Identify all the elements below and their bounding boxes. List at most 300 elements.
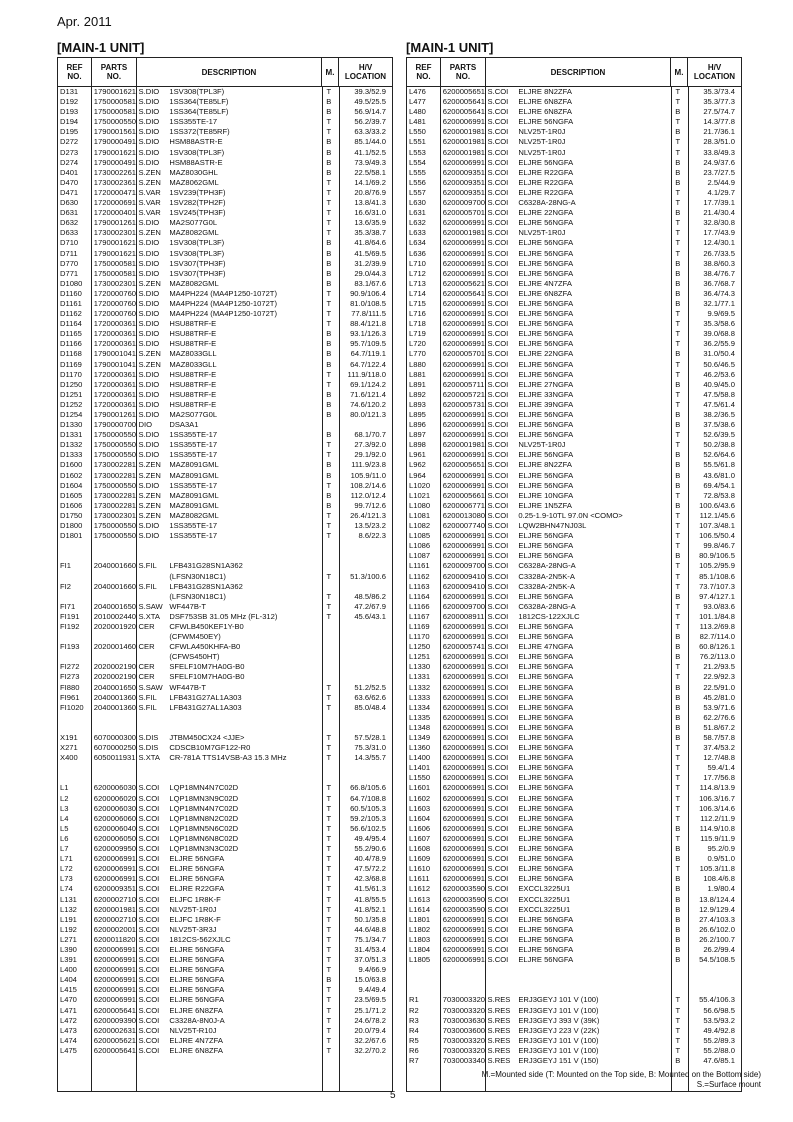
description-cell: ELJRE 56NGFA: [518, 621, 574, 631]
hv-location-cell: 60.8/126.1: [699, 642, 735, 652]
description-cell: ERJ3GEYJ 101 V (100): [518, 995, 599, 1005]
category-cell: S.COI: [487, 490, 509, 500]
table-row: [407, 743, 741, 753]
category-cell: S.DIO: [138, 410, 160, 419]
parts-no-cell: 2020002190: [93, 672, 137, 682]
hv-location-cell: 105.2/95.9: [699, 561, 735, 571]
description-cell: ELJRE 22NGFA: [518, 349, 574, 359]
mount-side-cell: T: [675, 490, 681, 500]
table-row: [58, 935, 392, 945]
description-cell: ELJRE 56NGFA: [518, 480, 574, 490]
category-cell: S.COI: [487, 87, 509, 96]
hv-location-cell: 17.7/56.8: [703, 773, 735, 783]
mount-side-cell: B: [326, 238, 332, 248]
description-cell: HSU88TRF-E: [169, 329, 217, 339]
parts-no-cell: 7030003320: [442, 1035, 486, 1045]
category-cell: S.VAR: [138, 198, 161, 208]
parts-no-cell: 6200006991: [442, 823, 486, 833]
mount-side-cell: T: [326, 965, 332, 975]
category-cell: CER: [138, 642, 155, 652]
parts-no-cell: [92, 773, 137, 783]
hv-location-cell: 41.5/61.3: [354, 884, 386, 894]
ref-no-cell: L553: [409, 147, 426, 157]
category-cell: S.COI: [487, 642, 509, 652]
description-cell: MAZ8082GML: [169, 228, 219, 238]
ref-no-cell: [58, 773, 92, 783]
hv-location-cell: 17.7/43.9: [703, 228, 735, 238]
description-cell: ELJRE 56NGFA: [518, 319, 574, 329]
parts-no-cell: 1720000471: [93, 187, 137, 197]
category-cell: S.COI: [487, 611, 509, 621]
description-cell: ELJRE 56NGFA: [518, 470, 574, 480]
hv-location-cell: 47.6/85.1: [703, 1056, 735, 1065]
hv-location-cell: 9.9/69.5: [707, 309, 735, 319]
parts-no-cell: 1720000361: [93, 369, 137, 379]
category-cell: S.COI: [138, 1045, 160, 1055]
table-row: [58, 652, 392, 662]
hv-location-cell: 29.0/44.3: [354, 268, 386, 278]
ref-no-cell: L477: [409, 97, 426, 107]
mount-side-cell: B: [326, 389, 332, 399]
ref-no-cell: D1602: [60, 470, 83, 480]
parts-no-cell: 1730002281: [93, 460, 137, 470]
parts-no-cell: 6200006991: [442, 420, 486, 430]
table-row: [58, 410, 392, 420]
hv-location-cell: 14.3/77.8: [703, 117, 735, 127]
hv-location-cell: 35.3/58.6: [703, 319, 735, 329]
hv-location-cell: 37.5/38.6: [703, 420, 735, 430]
mount-side-cell: T: [326, 743, 332, 753]
ref-no-cell: D1168: [60, 349, 82, 359]
hv-location-cell: 31.2/39.9: [354, 258, 386, 268]
ref-no-cell: L554: [409, 157, 426, 167]
description-cell: LQP18MN5N6C02D: [169, 823, 239, 833]
ref-no-cell: L471: [60, 1005, 77, 1015]
category-cell: S.COI: [138, 924, 160, 934]
ref-no-cell: L470: [60, 995, 77, 1005]
category-cell: S.COI: [487, 298, 509, 308]
category-cell: S.DIO: [138, 450, 160, 460]
mount-side-cell: B: [675, 944, 681, 954]
hv-location-cell: 51.2/52.5: [354, 682, 386, 692]
mount-side-cell: T: [326, 924, 332, 934]
category-cell: S.COI: [138, 783, 160, 793]
category-cell: [137, 723, 168, 733]
ref-no-cell: D632: [60, 218, 79, 228]
category-cell: S.COI: [487, 581, 509, 591]
mount-side-cell: B: [675, 955, 681, 965]
table-row: [407, 683, 741, 693]
hv-location-cell: 71.6/121.4: [350, 389, 386, 399]
mount-side-cell: T: [675, 531, 681, 541]
mount-side-cell: B: [675, 480, 681, 490]
ref-no-cell: L961: [409, 450, 426, 460]
parts-no-cell: 6200005651: [442, 460, 486, 470]
mount-side-cell: B: [675, 349, 681, 359]
table-row: [58, 178, 392, 188]
mount-side-cell: B: [326, 167, 332, 177]
mount-side-cell: B: [326, 329, 332, 339]
mount-side-cell: T: [675, 1035, 681, 1045]
parts-no-cell: [441, 985, 486, 995]
mount-side-cell: T: [675, 621, 681, 631]
ref-no-cell: FI961: [60, 692, 80, 702]
description-cell: EXCCL3225U1: [518, 884, 571, 894]
parts-no-cell: 6200006991: [93, 995, 137, 1005]
description-cell: ELJRE 56NGFA: [169, 965, 225, 975]
parts-no-cell: 1750000550: [93, 430, 137, 440]
hv-location-cell: 32.2/70.2: [354, 1045, 386, 1055]
table-row: [407, 854, 741, 864]
hv-location-cell: 13.8/41.3: [354, 198, 386, 208]
mount-side-cell: T: [675, 1045, 681, 1055]
description-cell: ELJRE 56NGFA: [518, 783, 574, 793]
mount-side-cell: T: [326, 733, 332, 742]
description-cell: 1SV308(TPL3F): [169, 238, 225, 248]
table-row: [58, 491, 392, 501]
description-cell: ELJRE 56NGFA: [518, 551, 574, 561]
ref-no-cell: X271: [60, 743, 78, 753]
description-cell: [516, 975, 669, 985]
mount-side-cell: T: [326, 379, 332, 389]
mount-side-cell: T: [326, 1045, 332, 1055]
category-cell: CER: [138, 662, 155, 672]
category-cell: S.ZEN: [138, 470, 161, 480]
description-cell: ELJRE 56NGFA: [518, 934, 574, 944]
table-row: [407, 360, 741, 370]
hv-location-cell: 63.3/33.2: [354, 127, 386, 137]
category-cell: S.COI: [487, 399, 509, 409]
description-cell: ELJRE 56NGFA: [518, 309, 574, 319]
ref-no-cell: [58, 551, 92, 561]
description-cell: (CFWS450HT): [169, 652, 220, 662]
ref-no-cell: L1349: [409, 733, 431, 742]
description-cell: ELJRE 56NGFA: [518, 329, 574, 339]
document-date: Apr. 2011: [57, 14, 112, 29]
ref-no-cell: D1251: [60, 389, 83, 399]
mount-side-cell: T: [326, 187, 332, 197]
ref-no-cell: [58, 763, 92, 773]
mount-side-cell: T: [675, 773, 681, 783]
category-cell: S.COI: [487, 117, 509, 127]
description-cell: ELJRE R22GFA: [518, 167, 574, 177]
ref-no-cell: R4: [409, 1025, 419, 1035]
ref-no-cell: L1167: [409, 611, 430, 621]
parts-no-cell: 6200007740: [442, 521, 486, 531]
parts-no-cell: 6200006991: [442, 369, 486, 379]
ref-no-cell: [58, 572, 92, 582]
description-cell: [167, 541, 320, 551]
parts-no-cell: 6200006040: [93, 823, 137, 833]
table-row: [407, 269, 741, 279]
description-cell: ELJRE 56NGFA: [518, 410, 574, 419]
parts-no-cell: 1720000361: [93, 389, 137, 399]
table-row: [407, 864, 741, 874]
hv-location-cell: 17.7/39.1: [703, 198, 735, 208]
ref-no-cell: L710: [409, 258, 426, 268]
category-cell: S.COI: [138, 894, 160, 904]
table-row: [58, 592, 392, 602]
ref-no-cell: L1603: [409, 803, 431, 813]
mount-side-cell: B: [675, 854, 681, 864]
mount-side-cell: T: [326, 844, 332, 854]
parts-no-cell: [92, 652, 137, 662]
mount-side-cell: B: [326, 500, 332, 510]
category-cell: S.COI: [487, 248, 509, 258]
mount-side-cell: B: [675, 702, 681, 712]
ref-no-cell: L891: [409, 379, 426, 389]
hv-location-cell: 50.2/38.8: [703, 440, 735, 450]
right-unit-title: [MAIN-1 UNIT]: [406, 40, 494, 55]
parts-no-cell: 6200013080: [442, 510, 486, 520]
parts-no-cell: 6200006020: [93, 793, 137, 803]
description-cell: CFWLB450KEF1Y-B0: [169, 621, 244, 631]
table-row: [58, 1046, 392, 1056]
mount-side-cell: T: [326, 995, 332, 1005]
mount-side-cell: B: [675, 460, 681, 470]
table-row: [407, 87, 741, 97]
mount-side-cell: T: [326, 884, 332, 894]
table-row: [58, 713, 392, 723]
mount-side-cell: T: [326, 793, 332, 803]
mount-side-cell: B: [675, 722, 681, 732]
mount-side-cell: T: [675, 510, 681, 520]
description-cell: NLV25T-1R0J: [518, 127, 566, 137]
table-row: [58, 925, 392, 935]
table-row: [58, 299, 392, 309]
table-row: [58, 834, 392, 844]
mount-side-cell: T: [675, 763, 681, 773]
parts-no-cell: 1790001261: [93, 218, 137, 228]
description-cell: ELJRE 56NGFA: [169, 975, 225, 985]
hv-location-cell: 21.7/36.1: [703, 127, 735, 137]
table-row: [407, 844, 741, 854]
table-header: [407, 58, 741, 87]
table-row: [58, 1016, 392, 1026]
description-cell: ELJRE 56NGFA: [518, 753, 574, 763]
ref-no-cell: [58, 541, 92, 551]
mount-side-cell: T: [326, 127, 332, 137]
mount-side-cell: B: [675, 268, 681, 278]
hv-location-cell: 114.8/13.9: [699, 783, 735, 793]
category-cell: S.DIO: [138, 288, 160, 298]
parts-no-cell: 6070000300: [93, 733, 137, 742]
category-cell: S.VAR: [138, 187, 161, 197]
hv-location-cell: 26.6/102.0: [699, 924, 735, 934]
category-cell: S.COI: [487, 833, 509, 843]
description-cell: ELJRE 56NGFA: [518, 803, 574, 813]
table-row: [58, 945, 392, 955]
parts-no-cell: 6200001981: [93, 904, 137, 914]
category-cell: S.COI: [487, 440, 509, 450]
hv-location-cell: 64.7/108.8: [350, 793, 386, 803]
ref-no-cell: L71: [60, 854, 73, 864]
ref-no-cell: L1020: [409, 480, 431, 490]
ref-no-cell: [58, 592, 92, 602]
hv-location-cell: 50.6/46.5: [703, 359, 735, 369]
parts-no-cell: 7030003630: [442, 1015, 486, 1025]
category-cell: [137, 763, 168, 773]
mount-side-cell: B: [326, 157, 332, 167]
parts-no-cell: [92, 763, 137, 773]
table-row: [58, 380, 392, 390]
parts-no-cell: 6200006060: [93, 813, 137, 823]
table-row: [407, 814, 741, 824]
description-cell: LQP18MN4N7C02D: [169, 803, 239, 813]
category-cell: [137, 652, 168, 662]
hv-location-cell: 47.5/58.8: [703, 389, 735, 399]
mount-side-cell: B: [675, 410, 681, 419]
col-m-header: M.: [671, 58, 688, 86]
ref-no-cell: L1803: [409, 934, 431, 944]
mount-side-cell: B: [675, 894, 681, 904]
ref-no-cell: D193: [60, 107, 79, 117]
parts-no-cell: 6070000250: [93, 743, 137, 753]
table-row: [407, 561, 741, 571]
hv-location-cell: 74.6/120.2: [350, 399, 386, 409]
mount-side-cell: T: [326, 864, 332, 874]
table-row: [407, 97, 741, 107]
category-cell: S.COI: [487, 662, 509, 672]
parts-no-cell: 6200006991: [93, 874, 137, 884]
parts-no-cell: 6200006991: [442, 410, 486, 419]
category-cell: [137, 551, 168, 561]
hv-location-cell: 38.4/76.7: [703, 268, 735, 278]
mount-side-cell: T: [675, 581, 681, 591]
description-cell: ELJFC 1R8K-F: [169, 894, 221, 904]
table-row: [58, 582, 392, 592]
table-row: [407, 198, 741, 208]
parts-no-cell: 7030003600: [442, 1025, 486, 1035]
category-cell: S.COI: [487, 813, 509, 823]
parts-no-cell: 6200006991: [442, 218, 486, 228]
category-cell: S.FIL: [138, 702, 157, 712]
description-cell: ELJRE 56NGFA: [518, 874, 574, 884]
ref-no-cell: X400: [60, 753, 78, 763]
parts-no-cell: 6200006050: [93, 833, 137, 843]
parts-no-cell: 1750000550: [93, 450, 137, 460]
hv-location-cell: 13.8/124.4: [699, 894, 735, 904]
description-cell: SFELF10M7HA0G-B0: [169, 672, 245, 682]
mount-side-cell: T: [675, 1005, 681, 1015]
table-row: [407, 208, 741, 218]
ref-no-cell: L1608: [409, 844, 431, 854]
category-cell: [137, 541, 168, 551]
parts-no-cell: 6200005621: [93, 1035, 137, 1045]
table-row: [58, 249, 392, 259]
ref-no-cell: X191: [60, 733, 78, 742]
hv-location-cell: 88.4/121.8: [350, 319, 386, 329]
table-row: [58, 854, 392, 864]
hv-location-cell: 26.4/121.3: [350, 510, 386, 520]
hv-location-cell: 20.0/79.4: [354, 1025, 386, 1035]
parts-no-cell: 6200008911: [442, 611, 485, 621]
mount-side-cell: B: [675, 844, 681, 854]
description-cell: ELJRE 56NGFA: [169, 955, 225, 965]
mount-side-cell: B: [675, 682, 681, 692]
description-cell: 1SS355TE-17: [169, 440, 218, 450]
table-row: [58, 238, 392, 248]
parts-no-cell: 6200005721: [442, 389, 486, 399]
category-cell: S.DIO: [138, 218, 160, 228]
description-cell: ELJRE 56NGFA: [518, 248, 574, 258]
ref-no-cell: D1801: [60, 531, 83, 541]
table-row: [58, 349, 392, 359]
ref-no-cell: L964: [409, 470, 426, 480]
ref-no-cell: D771: [60, 268, 79, 278]
table-row: [407, 874, 741, 884]
table-row: [58, 874, 392, 884]
ref-no-cell: L1331: [409, 672, 431, 682]
hv-location-cell: 72.8/53.8: [703, 490, 735, 500]
mount-side-cell: T: [326, 571, 332, 581]
parts-no-cell: 2040001660: [93, 581, 137, 591]
table-row: [58, 148, 392, 158]
category-cell: S.COI: [487, 349, 509, 359]
ref-no-cell: L634: [409, 238, 426, 248]
ref-no-cell: R7: [409, 1056, 419, 1065]
table-row: [58, 87, 392, 97]
parts-no-cell: 1730002361: [93, 177, 137, 187]
mount-side-cell: B: [326, 460, 332, 470]
ref-no-cell: D1161: [60, 298, 82, 308]
parts-no-cell: 6200006991: [93, 985, 137, 995]
parts-no-cell: 6200006991: [442, 298, 486, 308]
ref-no-cell: D1254: [60, 410, 83, 419]
table-row: [407, 400, 741, 410]
category-cell: S.DIO: [138, 309, 160, 319]
description-cell: MA4PH224 (MA4P1250-1072T): [169, 309, 277, 319]
parts-no-cell: 1730002281: [93, 500, 137, 510]
parts-no-cell: 6200005641: [442, 107, 486, 117]
ref-no-cell: L633: [409, 228, 426, 238]
ref-no-cell: L1082: [409, 521, 431, 531]
description-cell: 1SS355TE-17: [169, 480, 218, 490]
parts-no-cell: 6200005641: [442, 288, 486, 298]
description-cell: LFB431G27AL1A303: [169, 702, 242, 712]
ref-no-cell: L1161: [409, 561, 430, 571]
category-cell: S.COI: [487, 944, 509, 954]
description-cell: NLV25T-1R0J: [518, 228, 566, 238]
category-cell: S.COI: [487, 460, 509, 470]
table-row: [58, 309, 392, 319]
category-cell: S.COI: [487, 198, 509, 208]
category-cell: S.FIL: [138, 581, 157, 591]
category-cell: S.COI: [487, 420, 509, 430]
description-cell: ERJ3GEYJ 101 V (100): [518, 1045, 599, 1055]
parts-no-cell: 6200006991: [442, 934, 486, 944]
parts-no-cell: 1750000581: [93, 258, 137, 268]
col-ref-header: REF NO.: [407, 58, 441, 86]
description-cell: ELJRE 56NGFA: [518, 692, 574, 702]
mount-side-cell: T: [675, 995, 681, 1005]
parts-no-cell: 6200006991: [442, 359, 486, 369]
hv-location-cell: 1.9/80.4: [707, 884, 735, 894]
mount-side-cell: B: [675, 288, 681, 298]
mount-side-cell: T: [675, 187, 681, 197]
category-cell: S.ZEN: [138, 490, 161, 500]
hv-location-cell: 90.9/106.4: [350, 288, 386, 298]
table-row: [58, 127, 392, 137]
category-cell: DIO: [138, 420, 153, 430]
ref-no-cell: L892: [409, 389, 426, 399]
table-row: [407, 965, 741, 975]
ref-no-cell: L1166: [409, 601, 430, 611]
table-row: [407, 471, 741, 481]
ref-no-cell: L556: [409, 177, 426, 187]
parts-no-cell: 1750000550: [93, 117, 137, 127]
description-cell: ELJRE 56NGFA: [518, 298, 574, 308]
